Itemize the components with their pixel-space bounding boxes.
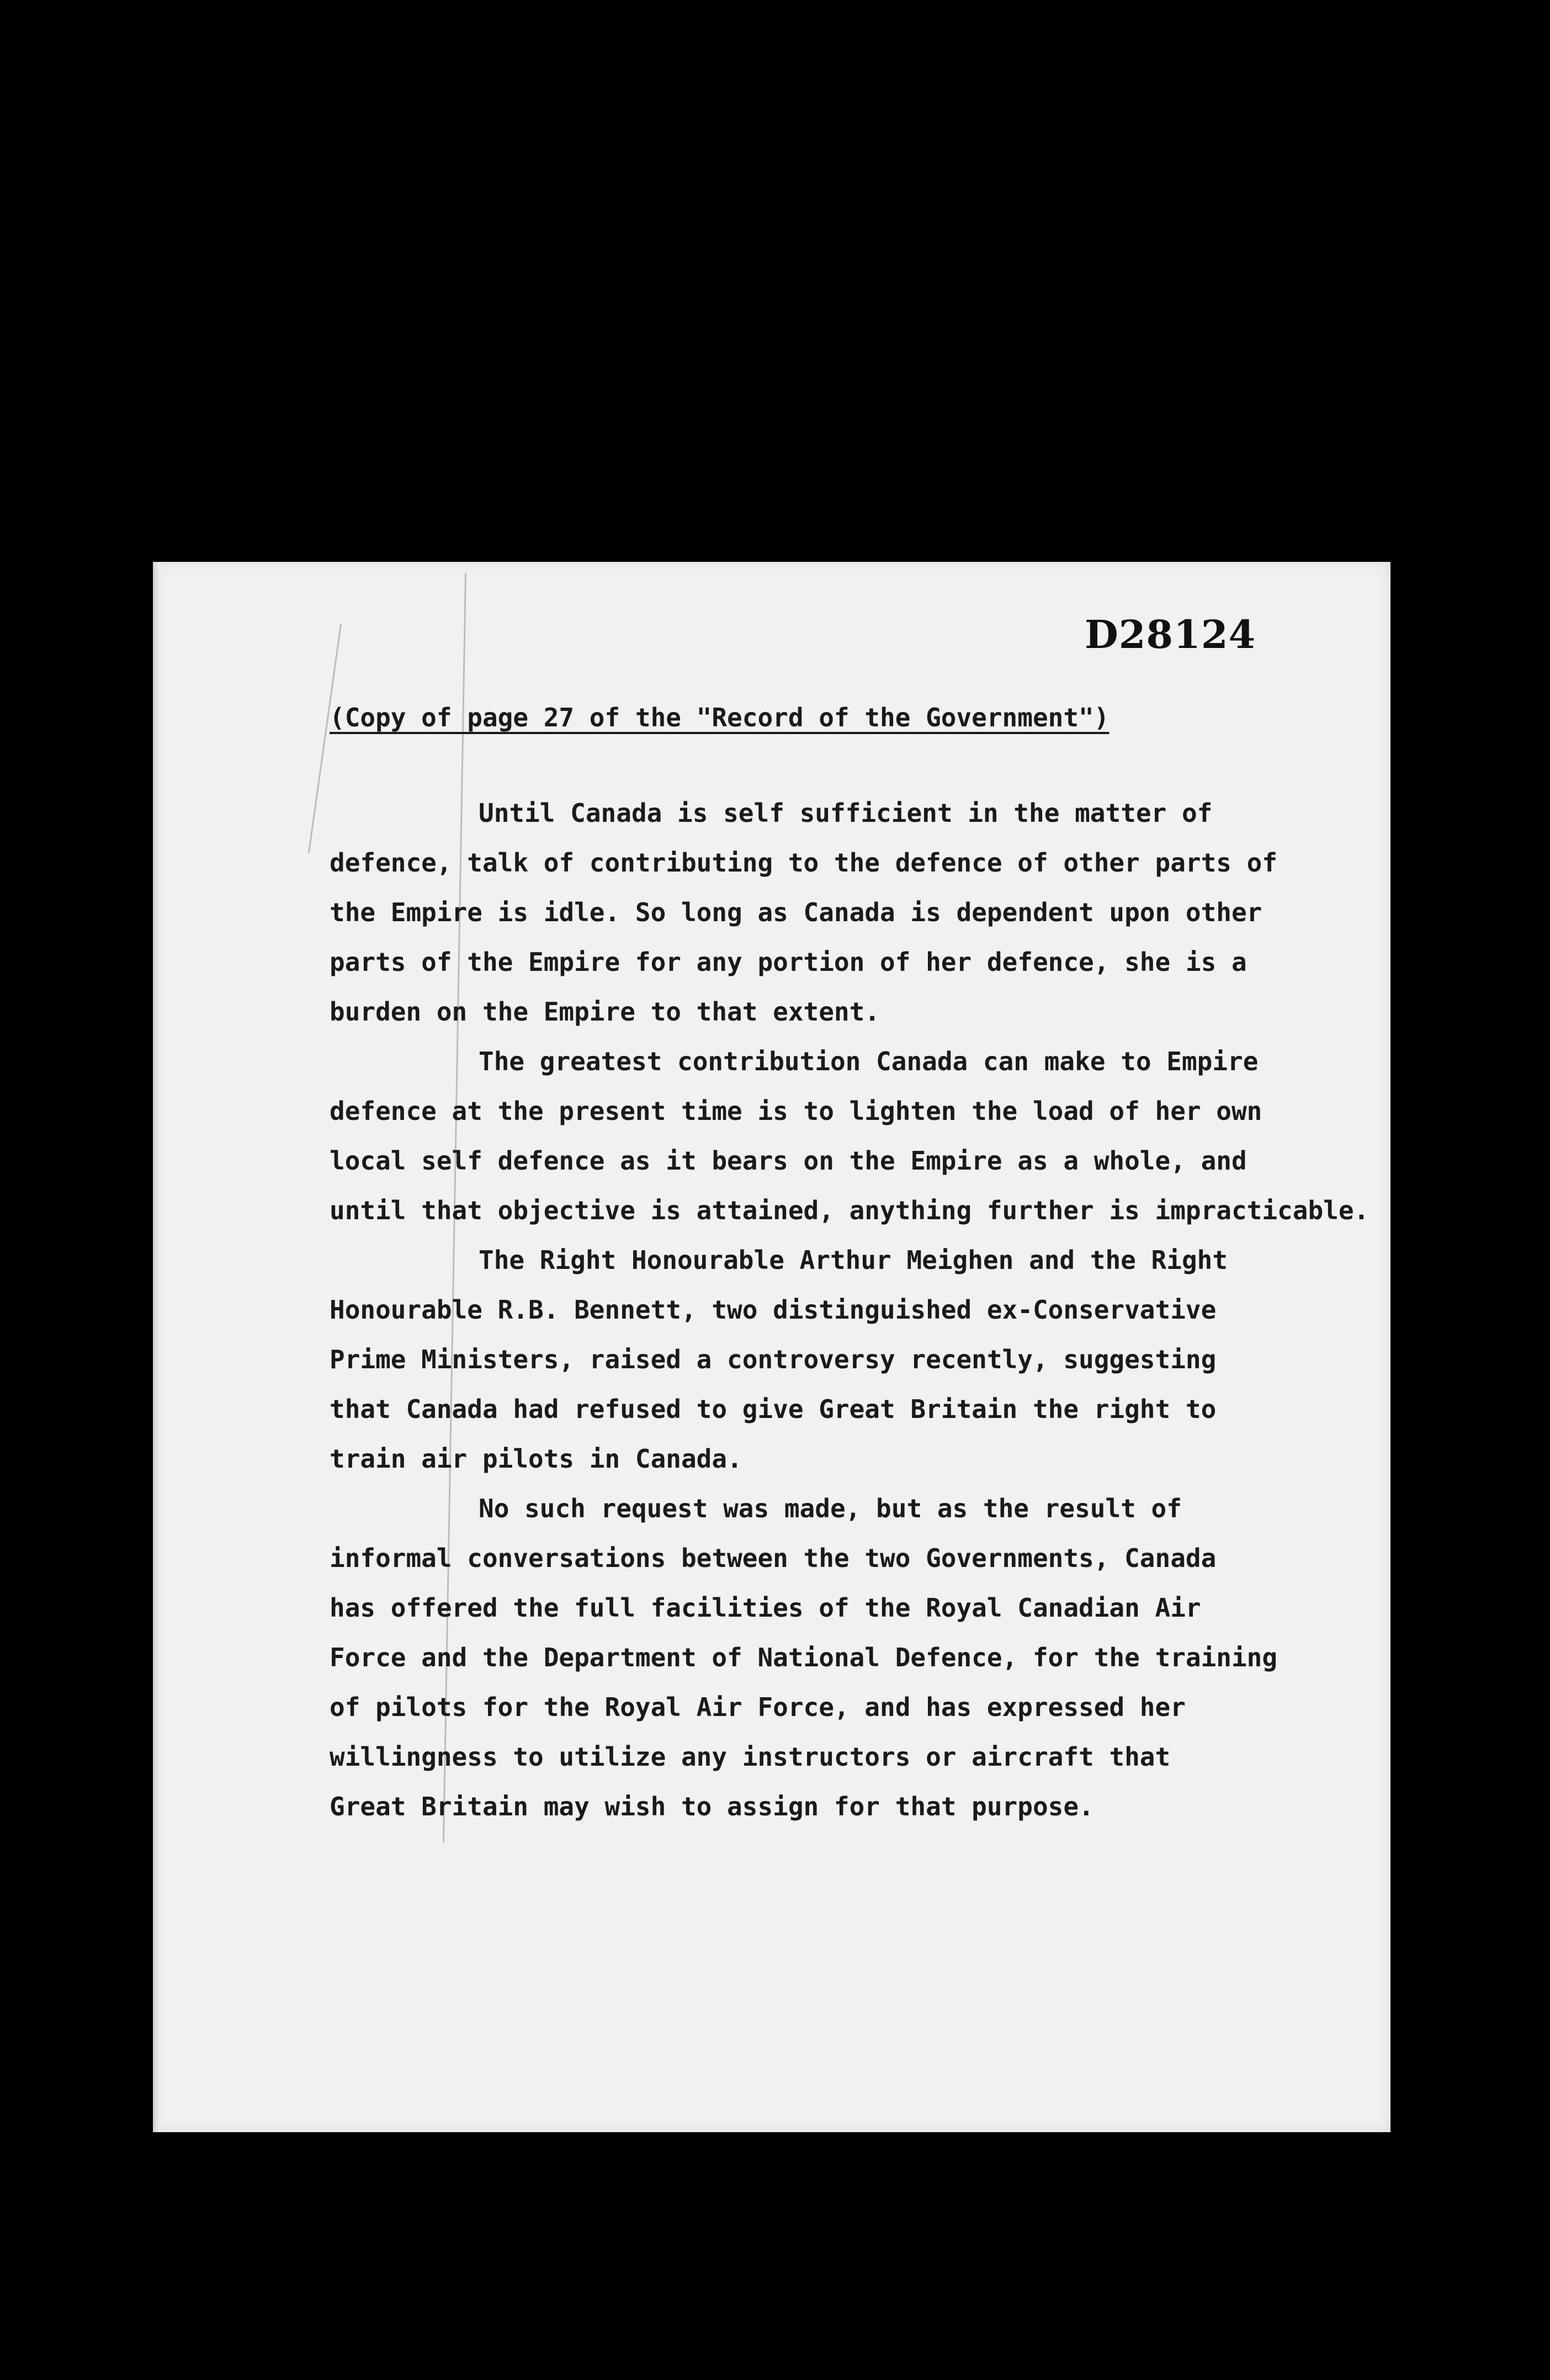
text-line: informal conversations between the two Governments, Canada — [330, 1543, 1217, 1573]
text-line: Until Canada is self sufficient in the matter of — [479, 798, 1213, 828]
document-page — [153, 562, 1390, 2132]
text-line: parts of the Empire for any portion of her defence, she is a — [330, 947, 1247, 977]
document-heading: (Copy of page 27 of the "Record of the Government") — [330, 703, 1110, 732]
text-line: local self defence as it bears on the Empire as a whole, and — [330, 1146, 1247, 1176]
text-line: Great Britain may wish to assign for that purpose. — [330, 1792, 1094, 1821]
document-number-stamp: D28124 — [1085, 612, 1256, 657]
paper-crease — [308, 624, 342, 853]
text-line: Honourable R.B. Bennett, two distinguished ex-Conservative — [330, 1295, 1217, 1325]
text-line: that Canada had refused to give Great Britain the right to — [330, 1394, 1217, 1424]
page-edge-shadow — [153, 562, 160, 2132]
text-line: defence at the present time is to lighten the load of her own — [330, 1096, 1262, 1126]
text-line: defence, talk of contributing to the defence of other parts of — [330, 848, 1278, 878]
text-line: The greatest contribution Canada can make to Empire — [479, 1046, 1259, 1076]
text-line: Prime Ministers, raised a controversy recently, suggesting — [330, 1345, 1217, 1374]
text-line: burden on the Empire to that extent. — [330, 997, 880, 1027]
text-line: The Right Honourable Arthur Meighen and the Right — [479, 1245, 1228, 1275]
text-line: Force and the Department of National Defence, for the training — [330, 1643, 1278, 1672]
text-line: train air pilots in Canada. — [330, 1444, 742, 1474]
text-line: the Empire is idle. So long as Canada is dependent upon other — [330, 897, 1262, 927]
text-line: of pilots for the Royal Air Force, and has expressed her — [330, 1692, 1186, 1722]
text-line: No such request was made, but as the result of — [479, 1494, 1182, 1523]
text-line: until that objective is attained, anything further is impracticable. — [330, 1196, 1369, 1225]
text-line: has offered the full facilities of the Royal Canadian Air — [330, 1593, 1201, 1623]
text-line: willingness to utilize any instructors or aircraft that — [330, 1742, 1171, 1772]
